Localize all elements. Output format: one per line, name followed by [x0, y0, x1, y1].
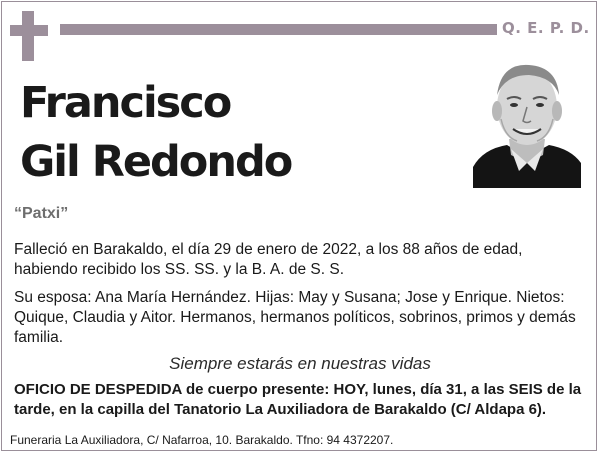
memorial-motto: Siempre estarás en nuestras vidas	[169, 354, 431, 373]
deceased-nickname: “Patxi”	[14, 205, 69, 222]
portrait-illustration	[473, 59, 581, 188]
portrait-photo	[473, 59, 581, 188]
funeral-home-footer: Funeraria La Auxiliadora, C/ Nafarroa, 10. Barakaldo. Tfno: 94 4372207.	[10, 433, 394, 447]
service-text: OFICIO DE DESPEDIDA de cuerpo presente: HOY, lunes, día 31, a las SEIS de la tarde, en la capilla del Tanatorio La Auxiliadora de Barakaldo (C/ Aldapa 6).	[14, 381, 582, 418]
header-divider-bar	[60, 24, 497, 35]
family-text: Su esposa: Ana María Hernández. Hijas: May y Susana; Jose y Enrique. Nietos: Quique, Claudia y Aitor. Hermanos, hermanos políticos, sobrinos, primos y demás familia.	[14, 289, 576, 346]
deceased-surnames: Gil Redondo	[20, 137, 292, 187]
deceased-first-name: Francisco	[20, 78, 231, 128]
cross-vertical-bar	[22, 11, 34, 61]
cross-horizontal-bar	[10, 25, 48, 36]
qepd-label: Q. E. P. D.	[502, 19, 590, 37]
death-notice-text: Falleció en Barakaldo, el día 29 de enero de 2022, a los 88 años de edad, habiendo recibido los SS. SS. y la B. A. de S. S.	[14, 241, 523, 278]
